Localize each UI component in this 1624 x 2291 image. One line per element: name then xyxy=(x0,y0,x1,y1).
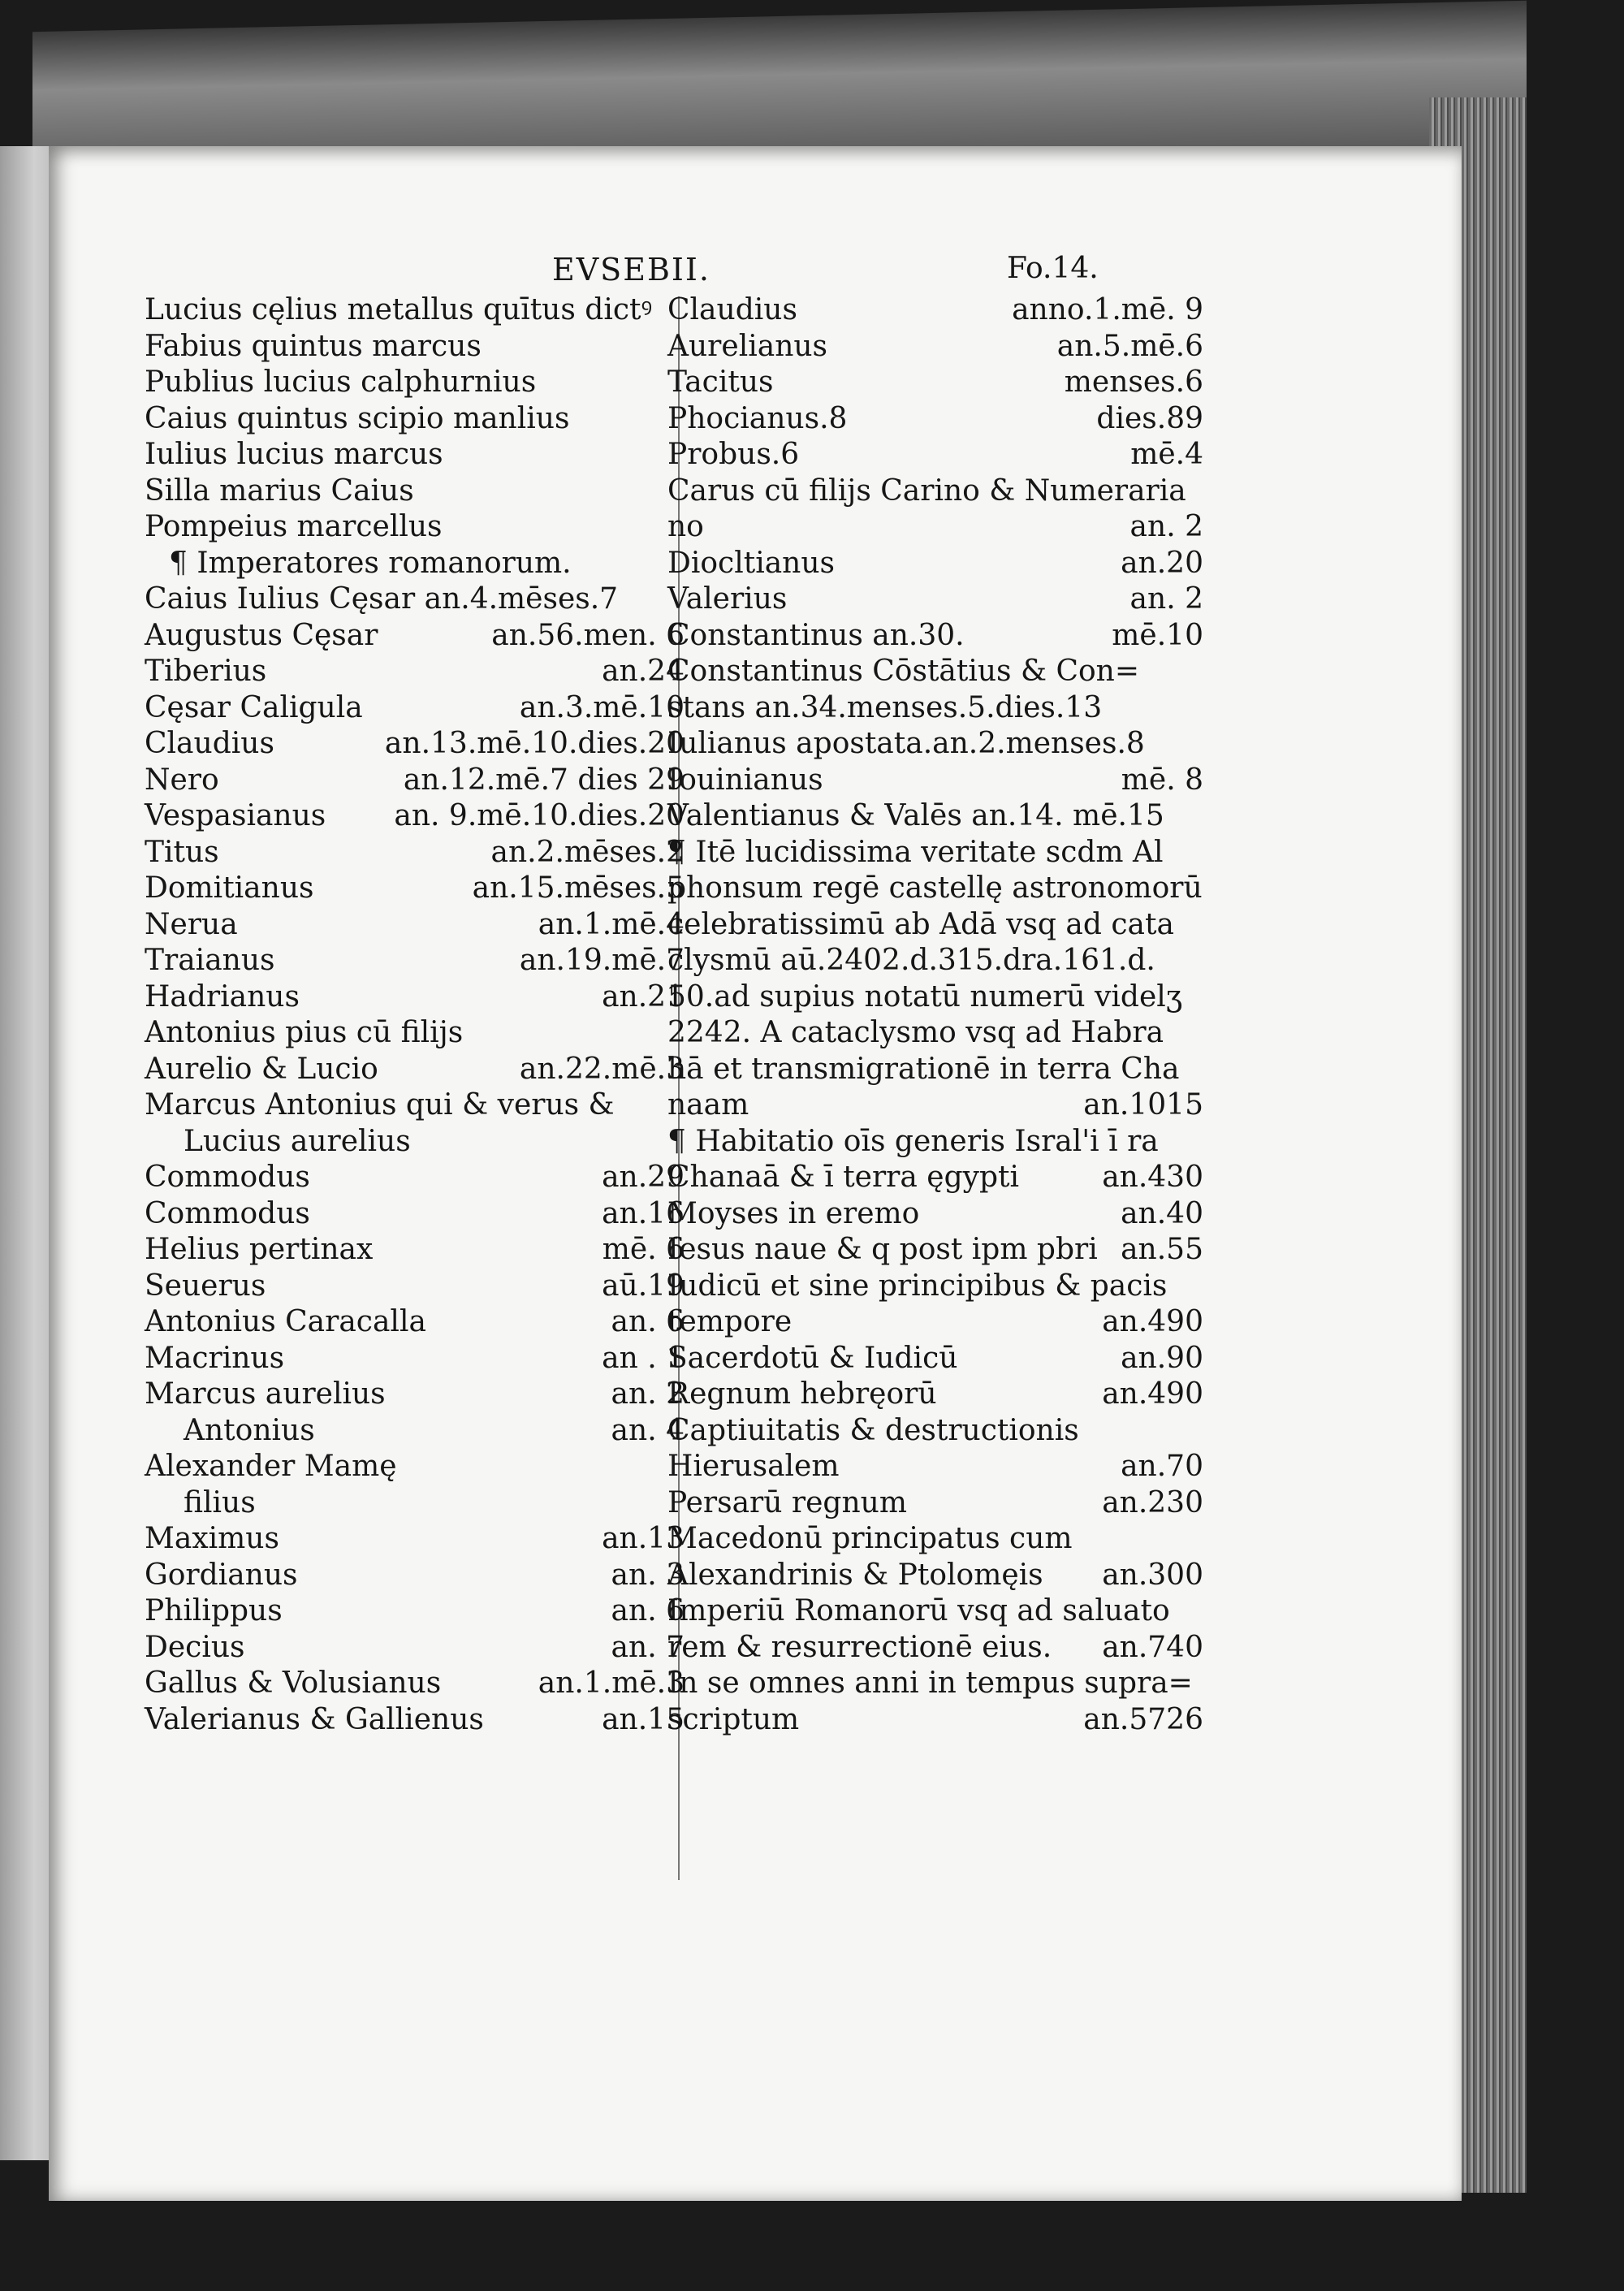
list-item xyxy=(667,907,1203,944)
list-item xyxy=(145,835,685,871)
list-item xyxy=(667,1160,1203,1196)
entry-text: Valerianus & Gallienus xyxy=(145,1702,484,1736)
entry-text: Gallus & Volusianus xyxy=(145,1666,442,1700)
entry-text: no xyxy=(667,510,704,543)
entry-text: Domitianus xyxy=(145,871,314,905)
entry-text: ¶ Itē lucidissima veritate scdm Al xyxy=(667,835,1164,869)
entry-duration: an.55 xyxy=(1121,1233,1203,1266)
list-item xyxy=(667,1630,1203,1666)
list-item xyxy=(145,618,685,655)
list-item xyxy=(145,1377,685,1413)
list-item xyxy=(667,509,1203,546)
list-item xyxy=(145,907,685,944)
entry-text: Titus xyxy=(145,835,219,869)
entry-text: Helius pertinax xyxy=(145,1233,374,1266)
entry-text: Aurelio & Lucio xyxy=(145,1052,378,1086)
list-item xyxy=(667,835,1203,871)
entry-duration: mē.10 xyxy=(1112,618,1203,652)
list-item xyxy=(667,1593,1203,1630)
entry-text: tempore xyxy=(667,1305,793,1338)
entry-text: Persarū regnum xyxy=(667,1485,907,1519)
entry-text: Fabius quintus marcus xyxy=(145,329,482,363)
entry-duration: an.90 xyxy=(1121,1341,1203,1375)
list-item xyxy=(667,798,1203,835)
entry-text: Probus.6 xyxy=(667,438,800,471)
entry-text: Iesus naue & q post ipm pbri xyxy=(667,1233,1098,1266)
entry-text: Tiberius xyxy=(145,655,267,688)
list-item xyxy=(145,401,685,438)
list-item xyxy=(667,726,1203,763)
list-item xyxy=(667,654,1203,690)
folio-number: Fo.14. xyxy=(1007,252,1099,285)
list-item xyxy=(145,943,685,979)
list-item xyxy=(667,1341,1203,1377)
list-item xyxy=(667,329,1203,365)
entry-duration: an.15 xyxy=(602,1702,685,1736)
list-item xyxy=(667,1232,1203,1269)
entry-duration: an. 7 xyxy=(611,1630,685,1664)
list-item xyxy=(667,1413,1203,1450)
entry-text: Constantinus Cōstātius & Con= xyxy=(667,655,1140,688)
entry-duration: an. 2 xyxy=(1129,582,1203,616)
list-item xyxy=(145,1702,685,1739)
entry-text: scriptum xyxy=(667,1702,800,1736)
list-item xyxy=(145,1015,685,1052)
entry-text: Lucius aurelius xyxy=(184,1124,411,1158)
entry-duration: an.230 xyxy=(1102,1485,1203,1519)
entry-text: Carus cū filijs Carino & Numeraria xyxy=(667,473,1186,508)
entry-duration: an.15.mēses.5 xyxy=(472,871,685,905)
entry-text: clysmū aū.2402.d.315.dra.161.d. xyxy=(667,944,1155,977)
entry-text: Antonius Caracalla xyxy=(145,1305,426,1338)
list-item xyxy=(145,798,685,835)
entry-duration: an.2.mēses.2 xyxy=(490,835,685,869)
entry-text: Captiuitatis & destructionis xyxy=(667,1413,1079,1447)
entry-duration: an.1.mē.4 xyxy=(538,907,685,941)
entry-text: Hierusalem xyxy=(667,1450,840,1483)
entry-text: Imperiū Romanorū vsq ad saluato xyxy=(667,1594,1170,1627)
entry-duration: mē. 6 xyxy=(602,1233,685,1266)
entry-text: Publius lucius calphurnius xyxy=(145,365,537,399)
list-item xyxy=(145,1521,685,1558)
list-item xyxy=(667,365,1203,401)
list-item xyxy=(145,690,685,727)
entry-text: Iulianus apostata.an.2.menses.8 xyxy=(667,727,1145,760)
entry-text: Maximus xyxy=(145,1522,279,1555)
entry-text: Regnum hebręorū xyxy=(667,1377,937,1411)
entry-text: filius xyxy=(184,1485,256,1519)
list-item xyxy=(145,1558,685,1594)
entry-text: Gordianus xyxy=(145,1558,298,1592)
entry-text: Nero xyxy=(145,763,219,797)
entry-duration: anno.1.mē. 9 xyxy=(1012,293,1203,326)
list-item xyxy=(145,1269,685,1305)
entry-duration: mē. 8 xyxy=(1121,763,1203,797)
entry-duration: an.490 xyxy=(1102,1377,1203,1411)
entry-duration: dies.89 xyxy=(1096,401,1203,435)
entry-text: Valentianus & Valēs an.14. mē.15 xyxy=(667,799,1164,832)
entry-duration: an.1.mē.3 xyxy=(538,1666,685,1700)
list-item xyxy=(145,329,685,365)
entry-duration: an.430 xyxy=(1102,1161,1203,1194)
entry-text: Valerius xyxy=(667,582,788,616)
entry-duration: an . 1 xyxy=(602,1341,685,1375)
entry-text: Traianus xyxy=(145,944,275,977)
entry-text: Antonius xyxy=(184,1413,315,1447)
entry-text: Moyses in eremo xyxy=(667,1196,920,1230)
list-item xyxy=(667,581,1203,618)
entry-duration: an. 2 xyxy=(1129,510,1203,543)
entry-text: Augustus Cęsar xyxy=(145,618,378,652)
entry-text: Macedonū principatus cum xyxy=(667,1522,1073,1555)
list-item xyxy=(145,654,685,690)
list-item xyxy=(667,1377,1203,1413)
entry-text: Phocianus.8 xyxy=(667,401,848,435)
list-item xyxy=(145,1341,685,1377)
entry-text: Caius quintus scipio manlius xyxy=(145,401,570,435)
entry-text: Seuerus xyxy=(145,1269,266,1303)
entry-duration: an. 4 xyxy=(611,1413,685,1447)
entry-text: Lucius cęlius metallus quītus dictꝰ xyxy=(145,293,653,326)
entry-duration: an.16 xyxy=(602,1196,685,1230)
entry-text: Iulius lucius marcus xyxy=(145,438,443,471)
entry-duration: an.22.mē.3 xyxy=(519,1052,685,1086)
list-item xyxy=(145,437,685,473)
entry-duration: an. 6 xyxy=(611,1305,685,1338)
entry-text: Iudicū et sine principibus & pacis xyxy=(667,1269,1168,1303)
list-item xyxy=(145,1630,685,1666)
list-item xyxy=(145,1160,685,1196)
list-item xyxy=(145,1304,685,1341)
entry-duration: an.21 xyxy=(602,979,685,1014)
entry-text: Chanaā & ī terra ęgypti xyxy=(667,1161,1020,1194)
list-item xyxy=(145,1485,685,1522)
entry-text: Marcus aurelius xyxy=(145,1377,386,1411)
list-item xyxy=(667,546,1203,582)
running-head xyxy=(49,252,1462,292)
entry-duration: an.24 xyxy=(602,655,685,688)
list-item xyxy=(667,292,1203,329)
entry-text: Diocltianus xyxy=(667,546,836,580)
entry-text: ¶ Habitatio oīs generis Isral'i ī ra xyxy=(667,1124,1159,1158)
list-item xyxy=(667,618,1203,655)
list-item xyxy=(145,1413,685,1450)
entry-duration: an.490 xyxy=(1102,1305,1203,1338)
entry-text: rem & resurrectionē eius. xyxy=(667,1630,1052,1664)
entry-text: Tacitus xyxy=(667,365,774,399)
entry-duration: an.5726 xyxy=(1083,1702,1203,1736)
list-item xyxy=(145,1052,685,1088)
entry-text: Constantinus an.30. xyxy=(667,618,965,652)
entry-duration: an.19.mē.7 xyxy=(519,944,685,977)
entry-text: Alexander Mamę xyxy=(145,1450,397,1483)
list-item xyxy=(667,437,1203,473)
list-item xyxy=(145,292,685,329)
entry-duration: an.3.mē.10 xyxy=(519,690,685,724)
list-item xyxy=(145,1087,685,1124)
list-item xyxy=(667,1124,1203,1161)
list-item xyxy=(667,401,1203,438)
entry-text: Sacerdotū & Iudicū xyxy=(667,1341,958,1375)
entry-duration: an. 6 xyxy=(611,1594,685,1627)
entry-text: stans an.34.menses.5.dies.13 xyxy=(667,690,1103,724)
list-item xyxy=(667,1485,1203,1522)
entry-duration: an. 9.mē.10.dies.20 xyxy=(394,799,685,832)
entry-duration: an. 2 xyxy=(611,1377,685,1411)
left-column xyxy=(145,292,685,1738)
list-item xyxy=(667,763,1203,799)
entry-duration: an.56.men. 6 xyxy=(491,618,685,652)
book-page xyxy=(49,146,1462,2201)
list-item xyxy=(145,546,685,582)
entry-text: Cęsar Caligula xyxy=(145,690,363,724)
entry-text: phonsum regē castellę astronomorū xyxy=(667,871,1203,905)
list-item xyxy=(667,1269,1203,1305)
list-item xyxy=(145,1232,685,1269)
entry-text: Claudius xyxy=(667,293,797,326)
entry-text: Iouinianus xyxy=(667,763,823,797)
entry-text: hā et transmigrationē in terra Cha xyxy=(667,1052,1180,1086)
list-item xyxy=(145,1196,685,1233)
entry-text: Commodus xyxy=(145,1161,310,1194)
list-item xyxy=(145,1449,685,1485)
entry-text: Commodus xyxy=(145,1196,310,1230)
list-item xyxy=(145,1666,685,1702)
running-title: EVSEBII. xyxy=(552,252,710,287)
entry-duration: an.20 xyxy=(1121,546,1203,580)
entry-duration: an.5.mē.6 xyxy=(1056,329,1203,363)
list-item xyxy=(667,1015,1203,1052)
list-item xyxy=(667,473,1203,510)
list-item xyxy=(145,1593,685,1630)
entry-text: Macrinus xyxy=(145,1341,285,1375)
list-item xyxy=(667,943,1203,979)
entry-text: 50.ad supius notatū numerū videlʒ xyxy=(667,979,1183,1014)
entry-duration: an. 3 xyxy=(611,1558,685,1592)
list-item xyxy=(667,1196,1203,1233)
entry-duration: menses.6 xyxy=(1064,365,1203,399)
list-item xyxy=(667,690,1203,727)
entry-duration: an.13 xyxy=(602,1522,685,1555)
entry-text: In se omnes anni in tempus supra= xyxy=(667,1666,1193,1700)
entry-duration: an.300 xyxy=(1102,1558,1203,1592)
entry-duration: an.740 xyxy=(1102,1630,1203,1664)
right-column xyxy=(667,292,1203,1738)
list-item xyxy=(667,1521,1203,1558)
list-item xyxy=(667,1052,1203,1088)
entry-duration: an.1015 xyxy=(1083,1088,1203,1122)
list-item xyxy=(145,365,685,401)
list-item xyxy=(667,1087,1203,1124)
list-item xyxy=(145,581,685,618)
entry-text: Marcus Antonius qui & verus & xyxy=(145,1088,615,1122)
list-item xyxy=(145,473,685,510)
entry-text: Aurelianus xyxy=(667,329,828,363)
entry-duration: an.29 xyxy=(602,1161,685,1194)
entry-text: Hadrianus xyxy=(145,979,300,1014)
entry-text: celebratissimū ab Adā vsq ad cata xyxy=(667,907,1174,941)
entry-duration: aū.19 xyxy=(602,1269,685,1303)
entry-duration: an.40 xyxy=(1121,1196,1203,1230)
entry-text: Decius xyxy=(145,1630,245,1664)
entry-text: Philippus xyxy=(145,1594,283,1627)
entry-text: Claudius xyxy=(145,727,274,760)
entry-text: Silla marius Caius xyxy=(145,473,414,508)
entry-text: Vespasianus xyxy=(145,799,326,832)
entry-text: Caius Iulius Cęsar an.4.mēses.7 xyxy=(145,582,619,616)
list-item xyxy=(667,1558,1203,1594)
list-item xyxy=(667,979,1203,1016)
list-item xyxy=(145,979,685,1016)
list-item xyxy=(667,1666,1203,1702)
entry-duration: an.12.mē.7 dies 29 xyxy=(403,763,685,797)
list-item xyxy=(667,1449,1203,1485)
entry-text: Antonius pius cū filijs xyxy=(145,1016,464,1049)
list-item xyxy=(667,1304,1203,1341)
entry-text: Nerua xyxy=(145,907,238,941)
list-item xyxy=(145,509,685,546)
list-item xyxy=(667,871,1203,907)
list-item xyxy=(145,726,685,763)
list-item xyxy=(667,1702,1203,1739)
entry-text: Alexandrinis & Ptolomęis xyxy=(667,1558,1043,1592)
entry-text: Pompeius marcellus xyxy=(145,510,443,543)
entry-text: naam xyxy=(667,1088,749,1122)
entry-duration: an.70 xyxy=(1121,1450,1203,1483)
entry-text: 2242. A cataclysmo vsq ad Habra xyxy=(667,1016,1164,1049)
list-item xyxy=(145,763,685,799)
entry-duration: an.13.mē.10.dies.20 xyxy=(384,727,685,760)
entry-text: ¶ Imperatores romanorum. xyxy=(169,546,572,580)
entry-duration: mē.4 xyxy=(1130,438,1203,471)
list-item xyxy=(145,1124,685,1161)
list-item xyxy=(145,871,685,907)
